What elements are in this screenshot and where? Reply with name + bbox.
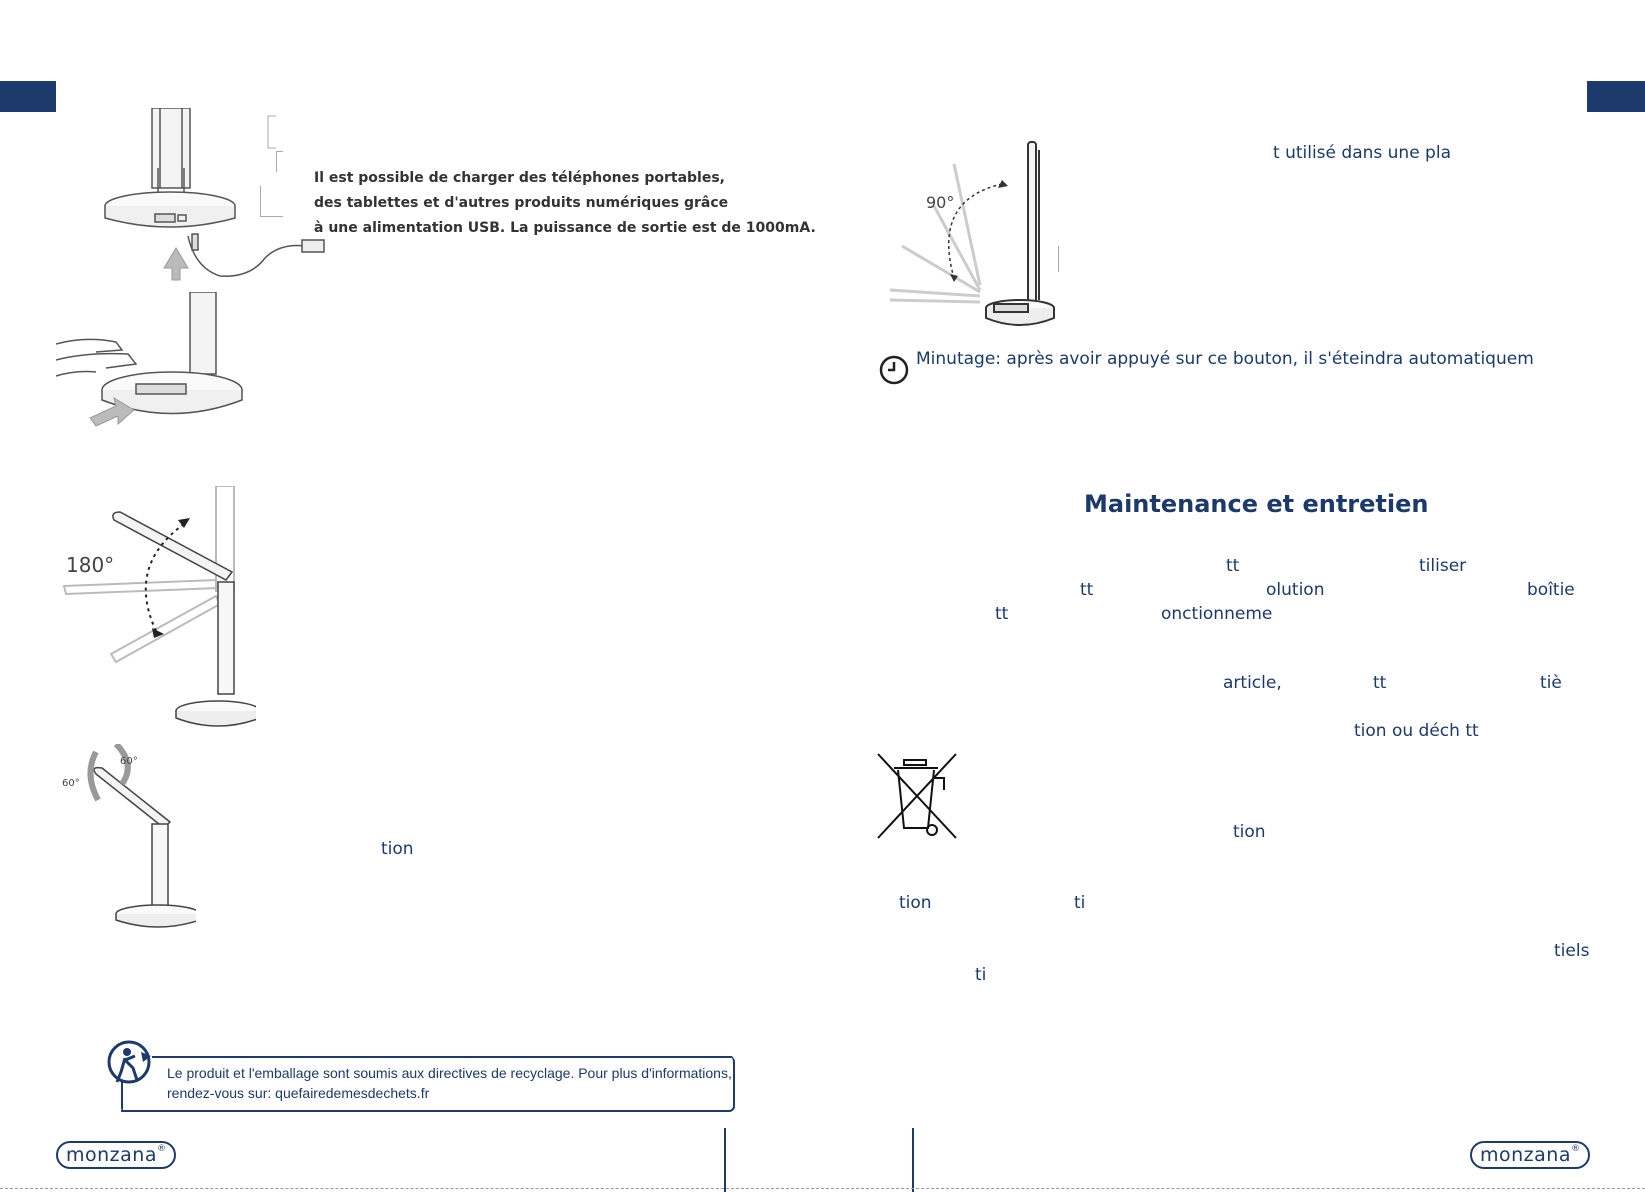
- left-page-tab: [0, 81, 56, 112]
- monzana-logo: [56, 1141, 176, 1169]
- usb-charging-illustration: [100, 108, 340, 288]
- usb-text-line: Il est possible de charger des téléphones portables,: [314, 170, 726, 186]
- text-fragment: olution: [1266, 580, 1325, 600]
- logo-text: monzana: [1480, 1144, 1571, 1166]
- text-fragment: tt: [1080, 580, 1094, 600]
- text-fragment: tion ou déch tt: [1354, 721, 1479, 741]
- logo-text: monzana: [66, 1144, 157, 1166]
- tilt-180-illustration: [56, 486, 256, 731]
- tilt-90-illustration: [884, 140, 1064, 330]
- usb-text-line: des tablettes et d'autres produits numériques grâce: [314, 195, 729, 211]
- text-fragment: tiels: [1554, 941, 1590, 961]
- page-divider: [912, 1128, 914, 1192]
- page-bottom-edge: [0, 1188, 1645, 1189]
- text-fragment: tt: [995, 604, 1009, 624]
- angle-90-label: 90°: [926, 193, 955, 212]
- text-fragment: boîtie: [1527, 580, 1575, 600]
- angle-180-label: 180°: [66, 553, 115, 577]
- text-fragment: tion: [1233, 822, 1266, 842]
- registered-mark: ®: [156, 1144, 167, 1154]
- recycle-text: [167, 1063, 732, 1103]
- text-fragment: tt: [1226, 556, 1240, 576]
- bracket-mark: [276, 151, 283, 172]
- right-page-tab: [1587, 81, 1645, 112]
- text-fragment: tiliser: [1419, 556, 1467, 576]
- weee-crossed-bin-icon: [876, 752, 960, 840]
- clock-icon: [878, 354, 910, 386]
- text-fragment: onctionneme: [1161, 604, 1273, 624]
- usb-charging-text: [314, 166, 814, 241]
- recycle-line: Le produit et l'emballage sont soumis aux directives de recyclage. Pour plus d'informations,: [167, 1065, 732, 1081]
- recycle-line: rendez-vous sur: quefairedemesdechets.fr: [167, 1085, 430, 1101]
- angle-60-label: 60°: [120, 756, 138, 767]
- text-fragment: ti: [1074, 893, 1086, 913]
- text-fragment: t utilisé dans une pla: [1273, 143, 1451, 163]
- section-title: Maintenance et entretien: [1084, 490, 1429, 518]
- text-fragment: tt: [1373, 673, 1387, 693]
- tick-mark: [1058, 246, 1059, 272]
- text-fragment: tiè: [1540, 673, 1562, 693]
- text-fragment: article,: [1223, 673, 1282, 693]
- text-fragment: tion: [381, 839, 414, 859]
- timer-text: Minutage: après avoir appuyé sur ce bouton, il s'éteindra automatiquem: [916, 349, 1534, 369]
- touch-control-illustration: [56, 292, 256, 432]
- rotate-60-illustration: [56, 744, 196, 929]
- bracket-mark: [260, 186, 283, 217]
- text-fragment: ti: [975, 965, 987, 985]
- monzana-logo: [1470, 1141, 1590, 1169]
- registered-mark: ®: [1570, 1144, 1581, 1154]
- page-divider: [724, 1128, 726, 1192]
- angle-60-label: 60°: [62, 778, 80, 789]
- usb-text-line: à une alimentation USB. La puissance de sortie est de 1000mA.: [314, 220, 816, 236]
- text-fragment: tion: [899, 893, 932, 913]
- recycle-box-border: [121, 1080, 123, 1110]
